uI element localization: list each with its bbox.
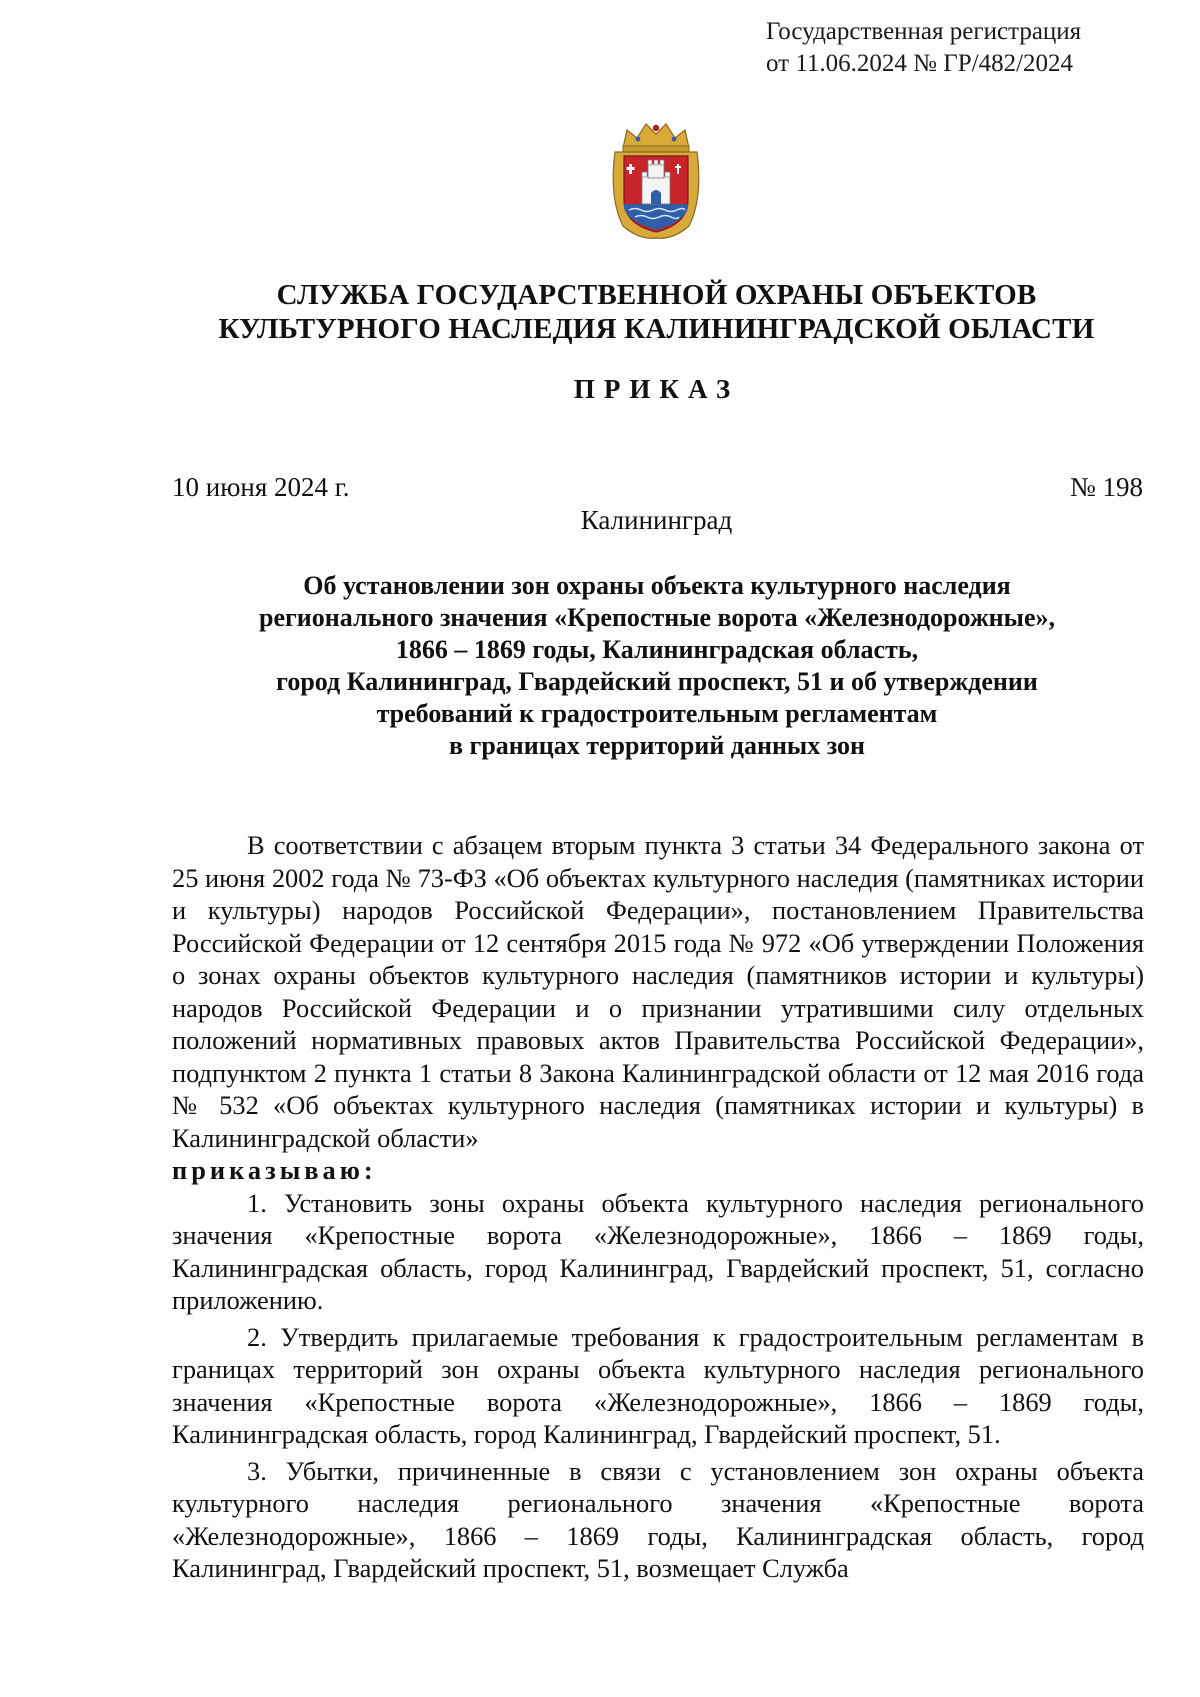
ordered-keyword: приказываю: xyxy=(172,1155,377,1185)
order-date: 10 июня 2024 г. xyxy=(172,472,350,502)
order-title xyxy=(170,570,1144,762)
title-line: город Калининград, Гвардейский проспект, 51 и об утверждении xyxy=(276,667,1038,696)
order-city: Калининград xyxy=(580,505,733,535)
registration-line-2: от 11.06.2024 № ГР/482/2024 xyxy=(766,50,1074,77)
order-item-3: 3. Убытки, причиненные в связи с установлением зон охраны объекта культурного наследия регионального значения «Крепостные ворота «Железнодорожные», 1866 – 1869 годы, Калининградская область, город Калининград, Гвардейский проспект, 51, возмещает Служба xyxy=(172,1455,1144,1583)
registration-stamp xyxy=(766,16,1081,80)
agency-name-line-2: КУЛЬТУРНОГО НАСЛЕДИЯ КАЛИНИНГРАДСКОЙ ОБЛАСТИ xyxy=(218,313,1095,345)
preamble-paragraph: В соответствии с абзацем вторым пункта 3 статьи 34 Федерального закона от 25 июня 2002 года № 73-ФЗ «Об объектах культурного наследия (памятниках истории и культуры) народов Российской Федерации», постановлением Правительства Российской Федерации от 12 сентября 2015 года № 972 «Об утверждении Положения о зонах охраны объектов культурного наследия (памятников истории и культуры) народов Российской Федерации и о признании утратившими силу отдельных положений нормативных правовых актов Правительства Российской Федерации», подпунктом 2 пункта 1 статьи 8 Закона Калининградской области от 12 мая 2016 года № 532 «Об объектах культурного наследия (памятниках истории и культуры) в Калининградской области» xyxy=(172,830,1144,1153)
title-line: регионального значения «Крепостные ворота «Железнодорожные», xyxy=(259,603,1055,632)
kaliningrad-coat-of-arms-icon xyxy=(605,118,707,240)
order-item-1: 1. Установить зоны охраны объекта культурного наследия регионального значения «Крепостные ворота «Железнодорожные», 1866 – 1869 годы, Калининградская область, город Калининград, Гвардейский проспект, 51, согласно приложению. xyxy=(172,1187,1144,1315)
order-number: № 198 xyxy=(1069,472,1143,502)
order-body xyxy=(172,829,1144,1585)
document-type-heading: ПРИКАЗ xyxy=(573,374,740,404)
registration-line-1: Государственная регистрация xyxy=(766,18,1082,45)
agency-name-line-1: СЛУЖБА ГОСУДАРСТВЕННОЙ ОХРАНЫ ОБЪЕКТОВ xyxy=(276,279,1037,311)
title-line: Об установлении зон охраны объекта культурного наследия xyxy=(303,571,1011,600)
title-line: требований к градостроительным регламентам xyxy=(376,699,938,728)
agency-name xyxy=(0,278,1200,346)
title-line: в границах территорий данных зон xyxy=(449,731,865,760)
order-item-2: 2. Утвердить прилагаемые требования к градостроительным регламентам в границах территорий зон охраны объекта культурного наследия регионального значения «Крепостные ворота «Железнодорожные», 1866 – 1869 годы, Калининградская область, город Калининград, Гвардейский проспект, 51. xyxy=(172,1321,1144,1449)
title-line: 1866 – 1869 годы, Калининградская область, xyxy=(395,635,919,664)
